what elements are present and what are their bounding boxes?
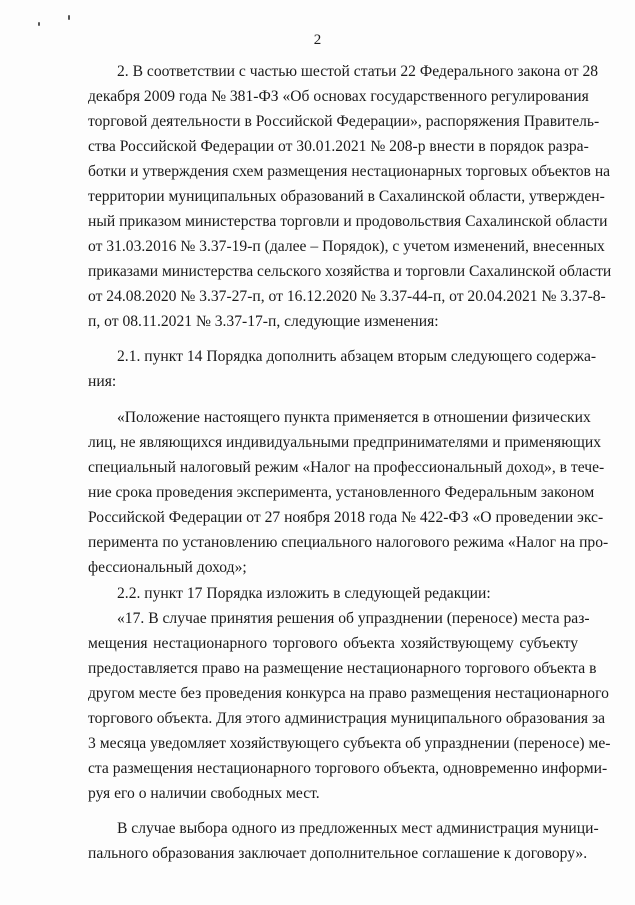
text-line: 3 месяца уведомляет хозяйствующего субъекта об упразднении (переносе) ме- [88, 735, 611, 752]
text-line: торгового объекта. Для этого администрация муниципального образования за [88, 710, 606, 727]
text-line: Российской Федерации от 27 ноября 2018 года № 422-ФЗ «О проведении экс- [88, 509, 604, 526]
text-line: другом месте без проведения конкурса на право размещения нестационарного [88, 685, 609, 702]
text-line: от 31.03.2016 № 3.37-19-п (далее – Порядок), с учетом изменений, внесенных [88, 238, 605, 255]
text-line: торговой деятельности в Российской Федерации», распоряжения Правитель- [88, 113, 600, 130]
text-line: приказами министерства сельского хозяйства и торговли Сахалинской области [88, 263, 612, 280]
text-line: ства Российской Федерации от 30.01.2021 № 208-р внести в порядок разра- [88, 138, 589, 155]
text-line: фессиональный доход»; [88, 559, 247, 576]
page-number: 2 [313, 32, 322, 48]
text-line: территории муниципальных образований в Сахалинской области, утвержден- [88, 188, 605, 205]
text-line: В случае выбора одного из предложенных мест администрация муници- [117, 820, 599, 837]
text-line: пального образования заключает дополнительное соглашение к договору». [88, 845, 588, 862]
text-line: ние срока проведения эксперимента, установленного Федеральным законом [88, 484, 595, 501]
text-line: «Положение настоящего пункта применяется в отношении физических [117, 409, 591, 426]
text-line: 2. В соответствии с частью шестой статьи 22 Федерального закона от 28 [117, 63, 599, 80]
text-line: «17. В случае принятия решения об упразднении (переносе) места раз- [117, 610, 590, 627]
text-line: ный приказом министерства торговли и продовольствия Сахалинской области [88, 213, 608, 230]
scan-mark [38, 22, 40, 26]
text-line: декабря 2009 года № 381-ФЗ «Об основах государственного регулирования [88, 88, 589, 105]
text-line: ния: [88, 373, 117, 390]
text-line: ботки и утверждения схем размещения нестационарных торговых объектов на [88, 163, 611, 180]
text-line: руя его о наличии свободных мест. [88, 785, 320, 802]
scan-mark [68, 15, 70, 20]
text-line: лиц, не являющихся индивидуальными предпринимателями и применяющих [88, 434, 602, 451]
text-line: предоставляется право на размещение нестационарного торгового объекта в [88, 660, 597, 677]
text-line: мещения нестационарного торгового объекта хозяйствующему субъекту [88, 635, 578, 652]
text-line: ста размещения нестационарного торгового объекта, одновременно информи- [88, 760, 608, 777]
text-line: 2.1. пункт 14 Порядка дополнить абзацем вторым следующего содержа- [117, 348, 597, 365]
text-line: от 24.08.2020 № 3.37-27-п, от 16.12.2020 № 3.37-44-п, от 20.04.2021 № 3.37-8- [88, 288, 606, 305]
text-line: специальный налоговый режим «Налог на профессиональный доход», в тече- [88, 459, 605, 476]
text-line: перимента по установлению специального налогового режима «Налог на про- [88, 534, 609, 551]
text-line: 2.2. пункт 17 Порядка изложить в следующей редакции: [117, 585, 491, 602]
text-line: п, от 08.11.2021 № 3.37-17-п, следующие изменения: [88, 313, 439, 330]
